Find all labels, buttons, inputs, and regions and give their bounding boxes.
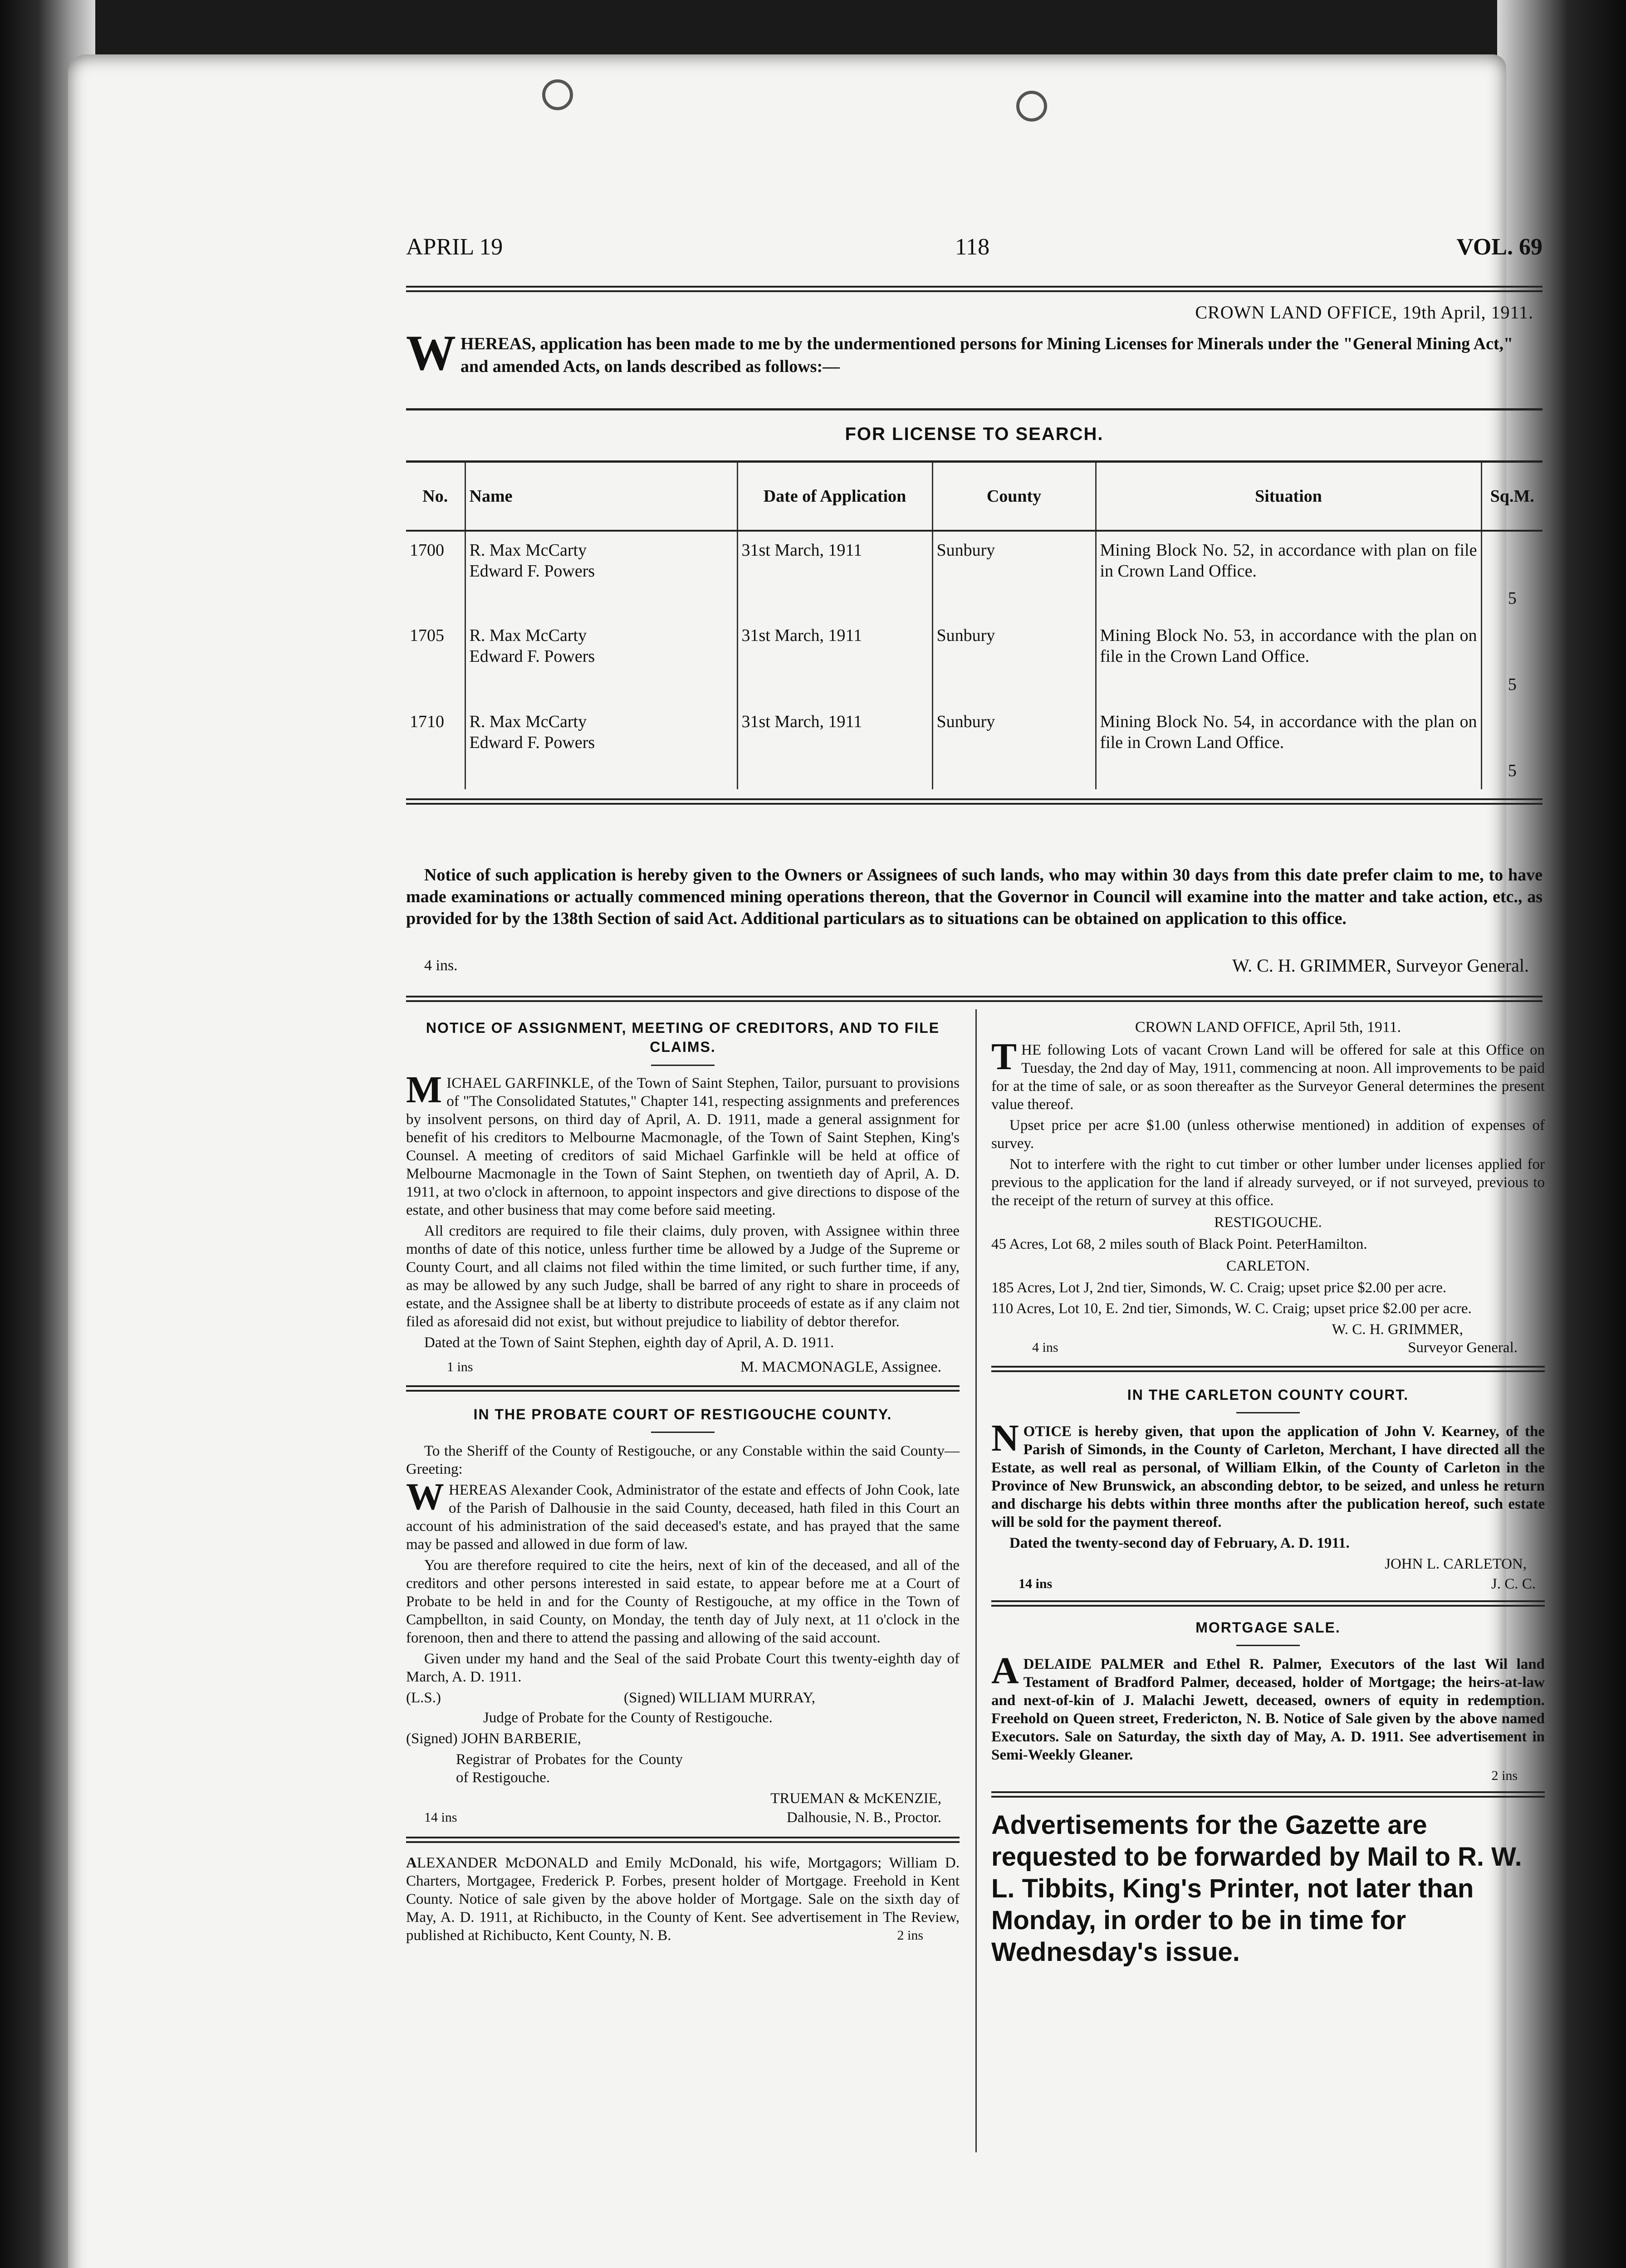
col-date: Date of Application xyxy=(737,463,932,531)
probate-signed-judge: (Signed) WILLIAM MURRAY, xyxy=(624,1690,815,1706)
crownland-body: Upset price per acre $1.00 (unless otherwise mentioned) in addition of expenses of survey. xyxy=(991,1117,1545,1152)
carleton-sig: JOHN L. CARLETON, xyxy=(1385,1556,1527,1572)
divider xyxy=(991,1600,1545,1607)
probate-para xyxy=(406,1476,960,1554)
row-names xyxy=(465,617,737,703)
col-sqm: Sq.M. xyxy=(1481,463,1543,531)
col-no: No. xyxy=(422,487,448,506)
probate-body: HEREAS Alexander Cook, Administrator of the estate and effects of John Cook, late of the Parish of Dalhousie in the said County, deceased, hath filed in this Court an account of his administration of the said deceased's estate, and has prayed that the same may be passed and allowed in due form of law. xyxy=(406,1482,960,1553)
mcdonald-body: LEXANDER McDONALD and Emily McDonald, his wife, Mortgagors; William D. Charters, Mortgagee, Frederick P. Forbes, present holder of Mortgage. Freehold in Kent County. Notice of sale given by the above holder of Mortgage. Sale on the sixth day of May, A. D. 1911, at Richibucto, in the County of Kent. See advertisement in The Review, published at Richibucto, Kent County, N. B. xyxy=(406,1855,960,1944)
dropcap: A xyxy=(991,1650,1019,1692)
row-county: Sunbury xyxy=(932,617,1096,703)
short-rule xyxy=(1236,1412,1300,1413)
assignment-body: ICHAEL GARFINKLE, of the Town of Saint Stephen, Tailor, pursuant to provisions of "The Consolidated Statutes," Chapter 141, respecting assignments and preferences by insolvent persons, on third day of April, A. D. 1911, made a general assignment for benefit of his creditors to Melbourne Macmonagle, of the Town of Saint Stephen, King's Counsel. A meeting of creditors of said Michael Garfinkle will be held at office of Melbourne Macmonagle in the Town of Saint Stephen, on twentieth day of April, A. D. 1911, at two o'clock in afternoon, to appoint inspectors and give directions to dispose of the estate, and other business that may come before said meeting. xyxy=(406,1075,960,1218)
crownland-sig-title: Surveyor General. xyxy=(1408,1339,1518,1356)
mcdonald-ins: 2 ins xyxy=(897,1928,923,1943)
page-content xyxy=(406,234,1543,2139)
row-no: 1700 xyxy=(410,541,444,560)
right-column xyxy=(991,1009,1545,1968)
carleton-dated: Dated the twenty-second day of February, A. D. 1911. xyxy=(1009,1535,1350,1551)
header-rule xyxy=(406,286,1543,292)
lot-entry: 45 Acres, Lot 68, 2 miles south of Black Point. PeterHamilton. xyxy=(991,1236,1367,1252)
mining-notice xyxy=(406,864,1543,932)
carleton-jcc: J. C. C. xyxy=(1491,1576,1536,1592)
divider xyxy=(406,1837,960,1843)
mining-whereas xyxy=(406,325,1543,381)
lot-entry: 110 Acres, Lot 10, E. 2nd tier, Simonds, W. C. Craig; upset price $2.00 per acre. xyxy=(991,1300,1472,1317)
row-names xyxy=(465,531,737,617)
carleton-title: IN THE CARLETON COUNTY COURT. xyxy=(1127,1387,1409,1403)
county-heading: CARLETON. xyxy=(1226,1258,1310,1274)
divider xyxy=(406,1385,960,1392)
dropcap: W xyxy=(406,325,456,381)
probate-body: You are therefore required to cite the heirs, next of kin of the deceased, and all of the creditors and other persons interested in said estate, to appear before me at a Court of Probate to be held in and for the County of Restigouche, at my office in the Town of Campbellton, in said County, on Monday, the tenth day of July next, at 11 o'clock in the forenoon, then and there to attend the passing and allowing of the said account. xyxy=(406,1557,960,1646)
header-date: APRIL 19 xyxy=(406,234,503,260)
short-rule xyxy=(1236,1645,1300,1646)
header-page-number: 118 xyxy=(955,234,990,260)
divider xyxy=(991,1366,1545,1372)
probate-signed-registrar: (Signed) JOHN BARBERIE, xyxy=(406,1730,581,1747)
dropcap: M xyxy=(406,1069,442,1111)
dropcap: N xyxy=(991,1417,1019,1459)
mining-office-line: CROWN LAND OFFICE, 19th April, 1911. xyxy=(1195,302,1533,323)
seal-label: (L.S.) xyxy=(406,1690,441,1706)
proctor-address: Dalhousie, N. B., Proctor. xyxy=(787,1809,941,1826)
probate-registrar: Registrar of Probates for the County of Restigouche. xyxy=(456,1751,683,1786)
crownland-signature xyxy=(991,1320,1545,1359)
header-volume: VOL. 69 xyxy=(1456,234,1543,260)
mining-notice-text: Notice of such application is hereby given to the Owners or Assignees of such lands, who may within 30 days from this date prefer claim to me, to have made examinations or actually commenced mining operations thereon, that the Governor in Council will examine into the matter and take action, etc., as provided for by the 138th Section of said Act. Additional particulars as to situations can be obtained on application to this office. xyxy=(406,865,1543,928)
row-county: Sunbury xyxy=(932,531,1096,617)
binding-hole-icon xyxy=(542,79,573,110)
table-row xyxy=(406,703,1543,789)
two-column-section xyxy=(406,1009,1543,2152)
gazette-page xyxy=(68,54,1545,2268)
column-divider xyxy=(975,1009,977,2152)
carleton-ins: 14 ins xyxy=(1019,1576,1053,1591)
assignment-para xyxy=(406,1069,960,1219)
divider xyxy=(406,408,1543,411)
assignment-body: All creditors are required to file their claims, duly proven, with Assignee within three months of date of this notice, unless further time be allowed by a Judge of the Supreme or County Court, and all claims not filed within the time limited, or such further time, if any, as may be allowed by any such Judge, shall be barred of any right to share in proceeds of estate, and the Assignee shall be at liberty to distribute proceeds of estate as if any claim not filed as aforesaid did not exist, but without prejudice to liability of debtor therefor. xyxy=(406,1223,960,1330)
probate-given: Given under my hand and the Seal of the said Probate Court this twenty-eighth day of March, A. D. 1911. xyxy=(406,1651,960,1685)
dropcap: A xyxy=(406,1855,417,1871)
carleton-body: OTICE is hereby given, that upon the application of John V. Kearney, of the Parish of Simonds, in the County of Carleton, Merchant, I have directed all the Estate, as well real as personal, of William Elkin, of the County of Carleton in the Province of New Brunswick, an absconding debtor, to be seized, and unless he return and discharge his debts within three months after the publication hereof, such estate will be sold for the payment thereof. xyxy=(991,1423,1545,1530)
row-name: R. Max McCarty xyxy=(469,712,587,731)
row-situation: Mining Block No. 54, in accordance with the plan on file in Crown Land Office. xyxy=(1096,703,1481,789)
row-sqm: 5 xyxy=(1481,531,1543,617)
mortgage-para xyxy=(991,1650,1545,1764)
mining-signature: W. C. H. GRIMMER, Surveyor General. xyxy=(1232,955,1529,976)
mcdonald-para xyxy=(406,1854,960,1945)
col-name: Name xyxy=(465,463,737,531)
assignment-footer xyxy=(406,1358,960,1381)
assignment-dated: Dated at the Town of Saint Stephen, eighth day of April, A. D. 1911. xyxy=(424,1334,834,1351)
carleton-signature xyxy=(991,1555,1545,1596)
row-name: Edward F. Powers xyxy=(469,733,595,752)
probate-title: IN THE PROBATE COURT OF RESTIGOUCHE COUNTY. xyxy=(473,1406,892,1422)
col-situation: Situation xyxy=(1096,463,1481,531)
probate-ins: 14 ins xyxy=(424,1810,457,1825)
crownland-office: CROWN LAND OFFICE, April 5th, 1911. xyxy=(1135,1019,1401,1036)
col-county: County xyxy=(932,463,1096,531)
row-situation: Mining Block No. 53, in accordance with the plan on file in the Crown Land Office. xyxy=(1096,617,1481,703)
dropcap: T xyxy=(991,1036,1017,1078)
crownland-body: HE following Lots of vacant Crown Land will be offered for sale at this Office on Tuesday, the 2nd day of May, 1911, commencing at noon. All improvements to be paid for at the time of sale, or as soon thereafter as the Surveyor General determines the present value thereof. xyxy=(991,1042,1545,1113)
mortgage-title: MORTGAGE SALE. xyxy=(1195,1619,1341,1636)
row-name: Edward F. Powers xyxy=(469,647,595,666)
crownland-ins: 4 ins xyxy=(1032,1340,1058,1355)
row-date: 31st March, 1911 xyxy=(737,531,932,617)
row-date: 31st March, 1911 xyxy=(737,703,932,789)
divider xyxy=(991,1791,1545,1798)
section-rule xyxy=(406,996,1543,1002)
crownland-body: Not to interfere with the right to cut timber or other lumber under licenses applied for previous to the application for the land if already surveyed, or if not surveyed, previous to the receipt of the return of survey at this office. xyxy=(991,1156,1545,1209)
row-date: 31st March, 1911 xyxy=(737,617,932,703)
crownland-sig-name: W. C. H. GRIMMER, xyxy=(1332,1321,1463,1338)
row-no: 1710 xyxy=(410,712,444,731)
proctor-name: TRUEMAN & McKENZIE, xyxy=(770,1790,941,1807)
row-county: Sunbury xyxy=(932,703,1096,789)
row-sqm: 5 xyxy=(1481,703,1543,789)
mortgage-body: DELAIDE PALMER and Ethel R. Palmer, Executors of the last Wil land Testament of Bradford Palmer, deceased, holder of Mortgage; the heirs-at-law and next-of-kin of J. Malachi Jewett, deceased, owners of equity in redemption. Freehold on Queen street, Fredericton, N. B. Notice of Sale given by the above named Executors. Sale on Saturday, the sixth day of May, A. D. 1911. See advertisement in Semi-Weekly Gleaner. xyxy=(991,1656,1545,1763)
row-no: 1705 xyxy=(410,626,444,645)
probate-greeting: To the Sheriff of the County of Restigouche, or any Constable within the said County—Greeting: xyxy=(406,1443,960,1477)
table-row xyxy=(406,617,1543,703)
running-header xyxy=(406,234,1543,265)
license-title: FOR LICENSE TO SEARCH. xyxy=(845,424,1104,444)
dropcap: W xyxy=(406,1476,444,1518)
probate-proctor xyxy=(406,1789,960,1830)
mining-ins: 4 ins. xyxy=(424,957,458,974)
left-column xyxy=(406,1009,960,1947)
mining-whereas-text: HEREAS, application has been made to me by the undermentioned persons for Mining Licenses for Minerals under the "General Mining Act," and amended Acts, on lands described as follows:— xyxy=(460,334,1513,376)
license-table xyxy=(406,463,1543,789)
binding-hole-icon xyxy=(1016,91,1047,122)
mortgage-ins: 2 ins xyxy=(1491,1768,1518,1783)
assignment-title: NOTICE OF ASSIGNMENT, MEETING OF CREDITORS, AND TO FILE CLAIMS. xyxy=(426,1020,940,1055)
short-rule xyxy=(651,1065,715,1066)
assignment-signature: M. MACMONAGLE, Assignee. xyxy=(740,1359,941,1375)
table-bottom-rule xyxy=(406,798,1543,805)
row-name: R. Max McCarty xyxy=(469,541,587,560)
crownland-para xyxy=(991,1036,1545,1114)
table-row xyxy=(406,531,1543,617)
probate-judge: Judge of Probate for the County of Restigouche. xyxy=(483,1710,773,1726)
row-sqm: 5 xyxy=(1481,617,1543,703)
county-heading: RESTIGOUCHE. xyxy=(1214,1214,1322,1231)
row-name: R. Max McCarty xyxy=(469,626,587,645)
assignment-ins: 1 ins xyxy=(447,1359,473,1374)
gazette-advert-notice: Advertisements for the Gazette are requested to be forwarded by Mail to R. W. L. Tibbits, King's Printer, not later than Monday, in order to be in time for Wednesday's issue. xyxy=(991,1810,1522,1967)
row-situation: Mining Block No. 52, in accordance with plan on file in Crown Land Office. xyxy=(1096,531,1481,617)
license-table-wrap xyxy=(406,460,1543,805)
probate-sig-row xyxy=(406,1689,960,1709)
short-rule xyxy=(651,1432,715,1433)
lot-entry: 185 Acres, Lot J, 2nd tier, Simonds, W. C. Craig; upset price $2.00 per acre. xyxy=(991,1280,1447,1296)
carleton-para xyxy=(991,1417,1545,1531)
row-names xyxy=(465,703,737,789)
row-name: Edward F. Powers xyxy=(469,562,595,581)
